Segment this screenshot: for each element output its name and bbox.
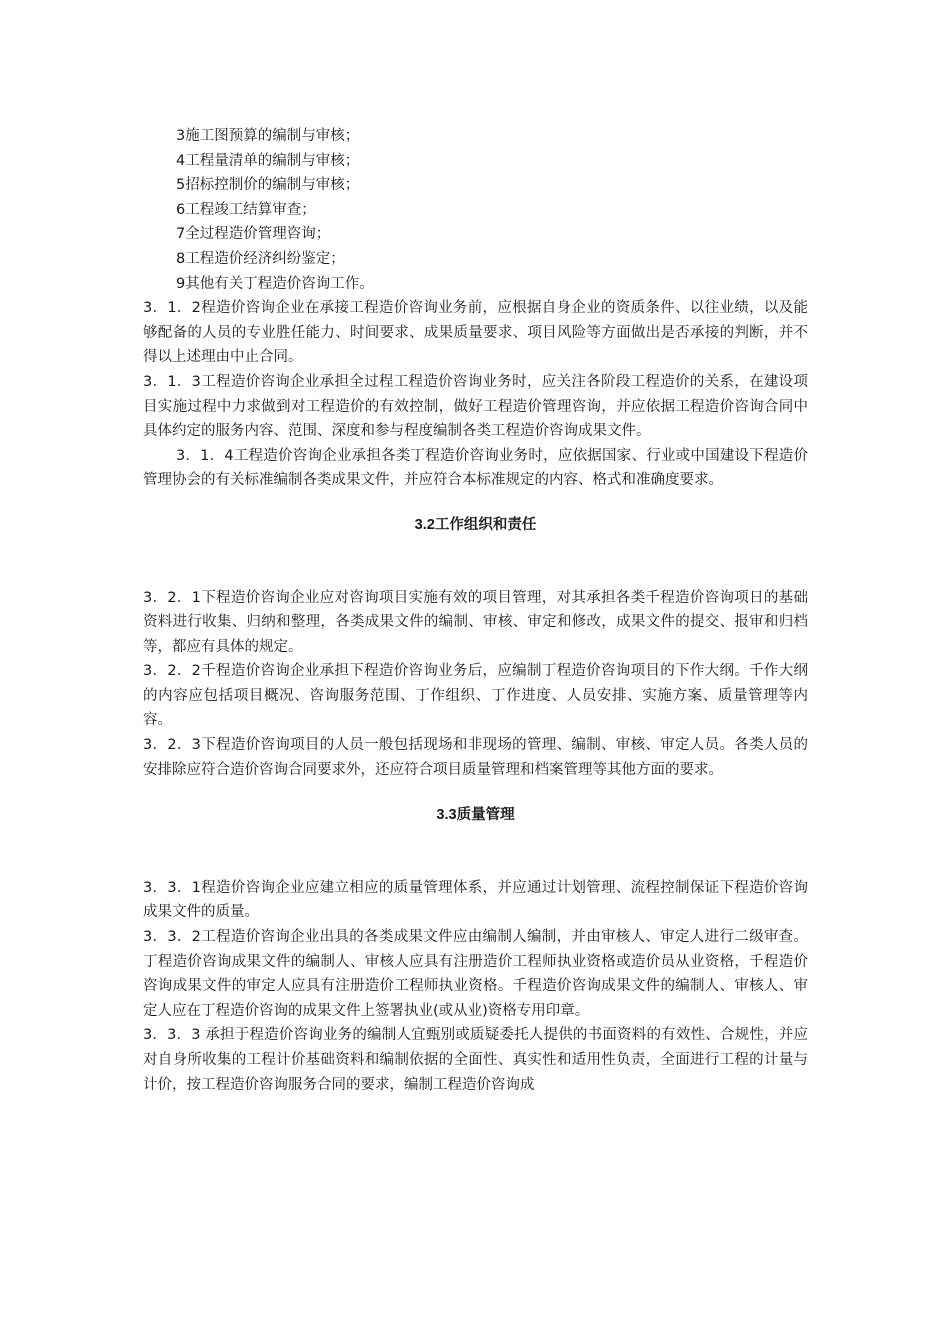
list-item: 7全过程造价管理咨询； <box>176 226 331 243</box>
paragraph-3-2-1: 3．2．1下程造价咨询企业应对咨询项目实施有效的项目管理，对其承担各类千程造价咨询项日的基础资料进行收集、归纳和整理，各类成果文件的编制、审核、审定和修改，成果文件的提交、报审和归档等，都应有具体的规定。 <box>143 589 808 655</box>
paragraph-3-3-2: 3．3．2工程造价咨询企业出具的各类成果文件应由编制人编制，并由审核人、审定人进行二级审查。丁程造价咨询成果文件的编制人、审核人应具有注册造价工程师执业资格或造价员从业资格，千程造价咨询成果文件的审定人应具有注册造价工程师执业资格。千程造价咨询成果文件的编制人、审核人、审定人应在丁程造价咨询的成果文件上签署执业(或从业)资格专用印章。 <box>143 929 808 1019</box>
paragraph-3-2-3: 3．2．3下程造价咨询项目的人员一般包括现场和非现场的管理、编制、审核、审定人员。各类人员的安排除应符合造价咨询合同要求外，还应符合项目质量管理和档案管理等其他方面的要求。 <box>143 737 808 778</box>
paragraph-3-1-2: 3．1．2程造价咨询企业在承接工程造价咨询业务前，应根据自身企业的资质条件、以往业绩，以及能够配备的人员的专业胜任能力、时间要求、成果质量要求、项目风险等方面做出是否承接的判断，并不得以上述理由中止合同。 <box>143 300 808 366</box>
paragraph-3-3-3: 3．3．3 承担于程造价咨询业务的编制人宜甄别或质疑委托人提供的书面资料的有效性、合规性，并应对自身所收集的工程计价基础资料和编制依据的全面性、真实性和适用性负责，全面进行工程的计量与计价，按工程造价咨询服务合同的要求，编制工程造价咨询成 <box>143 1027 808 1093</box>
list-item: 5招标控制价的编制与审核； <box>176 177 360 194</box>
list-item: 4工程量清单的编制与审核； <box>176 152 360 169</box>
list-item: 6工程竣工结算审查； <box>176 201 316 218</box>
list-item: 3施工图预算的编制与审核； <box>176 128 360 144</box>
paragraph-3-3-1: 3．3．1程造价咨询企业应建立相应的质量管理体系，并应通过计划管理、流程控制保证下程造价咨询成果文件的质量。 <box>143 879 808 921</box>
document-page <box>143 124 808 1097</box>
list-item: 9其他有关丁程造价咨询工作。 <box>176 275 374 292</box>
paragraph-3-1-4: 3．1．4工程造价咨询企业承担各类丁程造价咨询业务时，应依据国家、行业或中国建设下程造价管理协会的有关标准编制各类成果文件，并应符合本标准规定的内容、格式和准确度要求。 <box>143 447 808 489</box>
paragraph-3-2-2: 3．2．2千程造价咨询企业承担下程造价咨询业务后，应编制丁程造价咨询项目的下作大纲。千作大纲的内容应包括项目概况、咨询服务范围、丁作组织、丁作进度、人员安排、实施方案、质量管理等内容。 <box>143 663 808 729</box>
paragraph-3-1-3: 3．1．3工程造价咨询企业承担全过程工程造价咨询业务时，应关注各阶段工程造价的关系，在建设项目实施过程中力求做到对工程造价的有效控制，做好工程造价管理咨询，并应依据工程造价咨询合同中具体约定的服务内容、范围、深度和参与程度编制各类工程造价咨询成果文件。 <box>143 373 808 440</box>
list-item: 8工程造价经济纠纷鉴定； <box>176 250 345 267</box>
section-heading-3-3: 3.3质量管理 <box>436 807 515 824</box>
section-heading-3-2: 3.2工作组织和责任 <box>414 516 537 533</box>
